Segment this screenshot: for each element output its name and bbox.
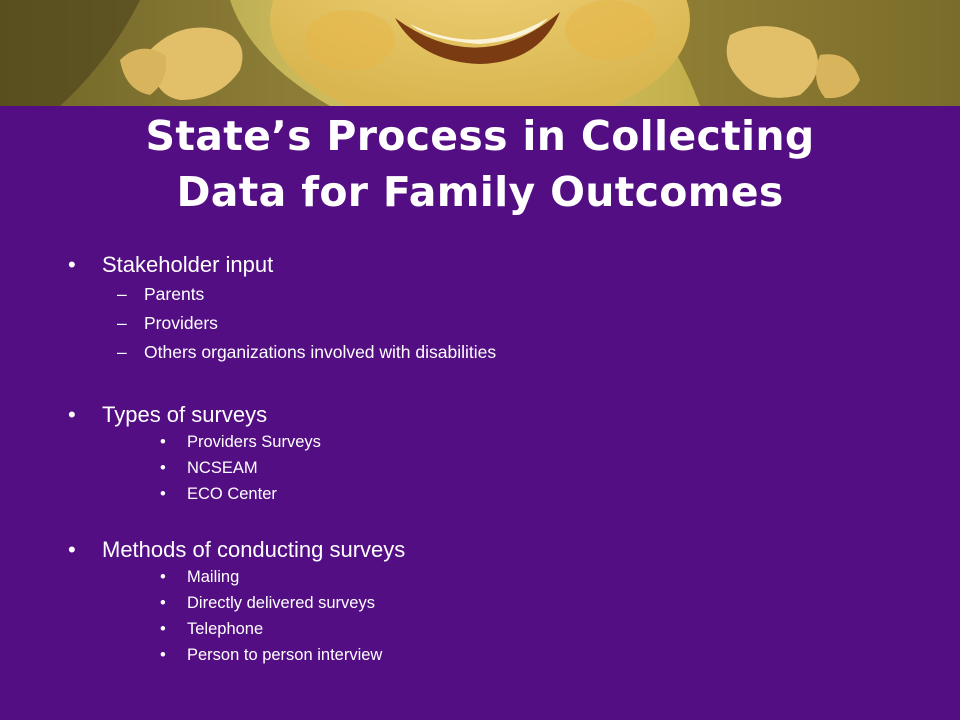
sub-bullet-text: Mailing <box>187 568 240 586</box>
slide-title-line-1: State’s Process in Collecting <box>145 112 815 160</box>
sub-bullet-text: Providers Surveys <box>187 433 321 451</box>
bullet-marker: • <box>160 568 166 586</box>
sub-bullet-text: Person to person interview <box>187 646 383 664</box>
dash-marker: – <box>117 342 127 362</box>
bullet-marker: • <box>68 537 76 562</box>
sub-bullet-text: Parents <box>144 284 205 304</box>
sub-bullet-text: NCSEAM <box>187 459 258 477</box>
bullet-marker: • <box>160 433 166 451</box>
bullet-marker: • <box>68 402 76 427</box>
sub-bullet-text: Telephone <box>187 620 264 638</box>
sub-bullet-text: Directly delivered surveys <box>187 594 375 612</box>
section-heading: Stakeholder input <box>102 252 274 277</box>
bullet-marker: • <box>160 459 166 477</box>
bullet-marker: • <box>160 594 166 612</box>
sub-bullet-text: Providers <box>144 313 218 333</box>
section-heading: Types of surveys <box>102 402 268 427</box>
slide-title-line-2: Data for Family Outcomes <box>176 168 784 216</box>
bullet-marker: • <box>160 485 166 503</box>
sub-bullet-text: Others organizations involved with disabilities <box>144 342 497 362</box>
sub-bullet-text: ECO Center <box>187 485 277 503</box>
dash-marker: – <box>117 284 127 304</box>
dash-marker: – <box>117 313 127 333</box>
bullet-marker: • <box>68 252 76 277</box>
section-heading: Methods of conducting surveys <box>102 537 406 562</box>
bullet-marker: • <box>160 620 166 638</box>
bullet-marker: • <box>160 646 166 664</box>
